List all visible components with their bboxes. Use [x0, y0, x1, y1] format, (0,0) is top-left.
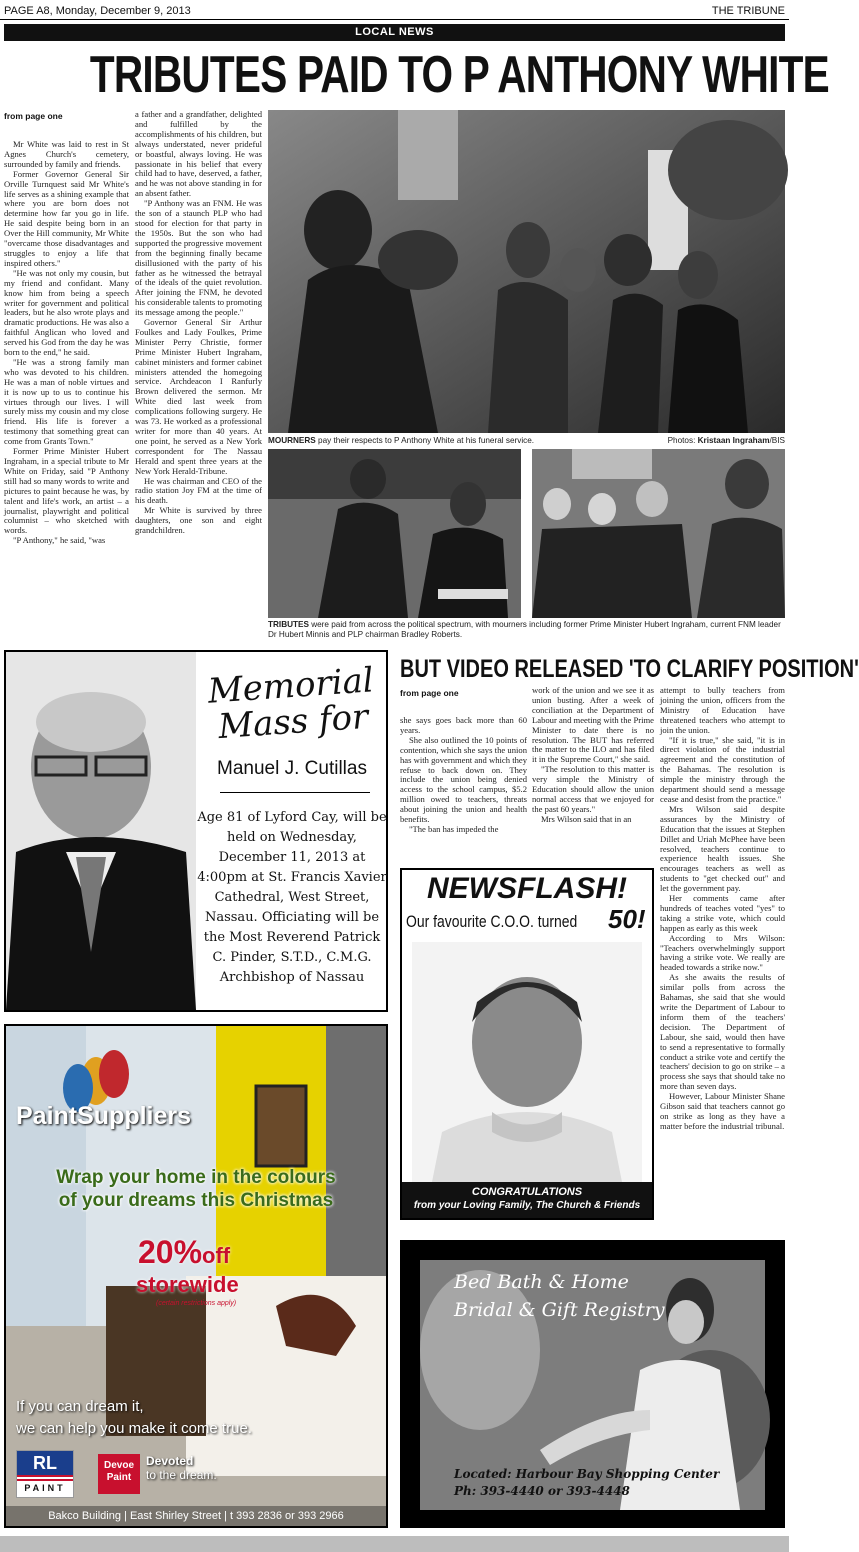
story2-c3-p3: Her comments came after hundreds of teaches voted "yes" to taking a strike vote, which could happen as early as this week [660, 893, 785, 933]
story2-c3-p5: As she awaits the results of similar polls from across the Bahamas, she said that she would write the Department of Labour to inform them of the teachers' decision. The Department of Labour, she said, would then have to send a representative to formally conduct a strike vote and certify the teachers' decision to go on strike – a process she says that should take no more than seven days. [660, 972, 785, 1092]
mourners-seated-photo-right [532, 449, 785, 618]
folio-bar [0, 2, 789, 20]
newsflash-title: NEWSFLASH! [427, 872, 627, 905]
memorial-title [200, 662, 385, 746]
rl-logo-mark: RL [17, 1451, 73, 1475]
photo2-caption-text: were paid from across the political spectrum, with mourners including former Prime Minister Hubert Ingraham, current FNM leader Dr Hubert Minnis and PLP chairman Bradley Roberts. [268, 620, 781, 639]
congrats-banner [402, 1182, 652, 1218]
devoted-tagline [146, 1454, 217, 1482]
mourners-seated-photo-left [268, 449, 521, 618]
paint-pct: 20% [138, 1234, 203, 1270]
photo2-caption-lead: TRIBUTES [268, 620, 309, 629]
story2-c2-p2: Mrs Wilson said that in an [541, 813, 632, 824]
story2-column-3 [660, 686, 785, 1234]
photo1-caption [268, 436, 648, 446]
page-footer-band [0, 1536, 789, 1552]
story2-c1-p0: she says goes back more than 60 years. [400, 715, 527, 735]
story2-c1-p1: She also outlined the 10 points of contention, which she says the union has with government and which they refuse to back down on. They include the union being denied access to the school campus, $5.2 million owed to teachers, threats about joining the union and health benefits. [400, 734, 527, 825]
folio-left: PAGE A8, Monday, December 9, 2013 [4, 5, 191, 17]
paint-line-1: Wrap your home in the colours [56, 1167, 336, 1188]
bridal-location: Located: Harbour Bay Shopping Center [454, 1467, 720, 1481]
bridal-phone: Ph: 393-4440 or 393-4448 [454, 1484, 630, 1498]
newsflash-subtitle: Our favourite C.O.O. turned [406, 912, 578, 931]
story1-c1-p3: "He was a strong family man who was devoted to his children. He was a man of noble virtues and it is now up to us to continue his virtues through our lives. I will surely miss my cousin and my close friend. His life is forever a testimony that something great can come from Grants Town." [4, 356, 129, 447]
story1-c2-p4: Mr White is survived by three daughters, one son and eight grandchildren. [135, 505, 262, 536]
rl-logo-sub: PAINT [24, 1483, 66, 1493]
story1-c1-p2: "He was not only my cousin, but my friend and confidant. Many know him from being a speech writer for government and political leaders, but he also wrote plays and dramatic productions. He was also a faithful Anglican who loved and served his God from the day he was born to the end," he said. [4, 267, 129, 358]
story1-c2-p2: Governor General Sir Arthur Foulkes and Lady Foulkes, Prime Minister Perry Christie, former Prime Minister Hubert Ingraham, cabinet ministers and former cabinet ministers attended the homegoing service. Archdeacon I Ranfurly Brown delivered the sermon. Mr White died last week from complications following surgery. He was 73. He worked as a professional writer for more than 40 years. At one point, he served as a New York correspondent for The Nassau Herald and spent three years at the New York Herald-Tribune. [135, 317, 262, 476]
story1-c2-p0: a father and a grandfather, delighted and fulfilled by the accomplishments of his children, but always understated, never prideful or boastful, always loving. He was passionate in his belief that every child had to have, deserved, a father, and he was not above standing in for an absent father. [135, 109, 262, 199]
story2-c2-p1: "The resolution to this matter is very simple the Ministry of Education should allow the union normal access that we enjoyed for the past 60 years." [532, 764, 654, 814]
paint-suppliers-ad [4, 1024, 388, 1528]
photo1-caption-text: pay their respects to P Anthony White at his funeral service. [315, 436, 535, 445]
bridal-contact [454, 1466, 719, 1500]
photo-credit-post: /BIS [769, 436, 785, 445]
paint-fine-print: (certain restrictions apply) [156, 1300, 237, 1307]
bridal-registry-ad [400, 1240, 785, 1528]
congrats-from: from your Loving Family, The Church & Friends [413, 1200, 641, 1211]
child-photo [412, 942, 642, 1182]
story2-from-page-one: from page one [400, 688, 459, 698]
newsflash-ad [400, 868, 654, 1220]
memorial-ad [4, 650, 388, 1012]
mourners-photo [268, 110, 785, 433]
paint-tag-1: If you can dream it, [16, 1398, 144, 1415]
story2-c1-p2: "The ban has impeded the [409, 823, 499, 834]
congrats-title: CONGRATULATIONS [471, 1186, 583, 1198]
story1-c2-p1: "P Anthony was an FNM. He was the son of a staunch PLP who had stood for election for that party in the 1950s. But the son who had supported the progressive movement from the beginning finally became disillusioned with the party of his father as he witnessed the betrayal of the ideals of the quiet revolution. After joining the FNM, he devoted his considerable talents to promoting its message among the people." [135, 198, 262, 318]
devoted-word: Devoted [146, 1454, 194, 1468]
paint-headline [6, 1166, 386, 1212]
rl-paint-logo [16, 1450, 74, 1498]
story2-c3-p2: Mrs Wilson said despite assurances by the Ministry of Education that the issues at Stephen Dillet and Uriah McPhee have been resolved, teachers continue to experience health issues. She encourages teachers as well as students to "get checked out" and let the government pay. [660, 803, 785, 894]
newsflash-50: 50! [608, 904, 646, 934]
story2-column-2 [532, 686, 654, 864]
story2-column-1 [400, 716, 527, 864]
memorial-divider [220, 792, 370, 793]
story1-c1-p1: Former Governor General Sir Orville Turnquest said Mr White's life serves as a shining example that where you are born does not determine how far you go in life. He said despite being born in an Over the Hill community, Mr White "overcame those disadvantages and struggles to enjoy a life that inspired others." [4, 168, 129, 268]
paint-storewide: storewide [136, 1272, 239, 1297]
paint-off: off [202, 1243, 231, 1268]
paint-line-2: of your dreams this Christmas [58, 1190, 334, 1211]
devoted-dream: to the dream. [146, 1468, 217, 1482]
photo-credit-name: Kristaan Ingraham [697, 436, 770, 445]
story2-c2-p0: work of the union and we see it as union busting. After a week of conciliation at the Department of Labour and meeting with the Prime Minister to date there is no resolution. The BUT has referred the matter to the ILO and has filed it in the Supreme Court," she said. [532, 685, 654, 765]
paint-address: Bakco Building | East Shirley Street | t 393 2836 or 393 2966 [6, 1506, 386, 1526]
paint-tagline [16, 1396, 252, 1440]
bridal-title [454, 1268, 665, 1324]
story1-c1-p0: Mr White was laid to rest in St Agnes Church's cemetery, surrounded by family and friends. [4, 139, 129, 169]
from-page-one-label: from page one [4, 111, 63, 121]
story2-c3-p1: "If it is true," she said, "it is in direct violation of the industrial agreement and the constitution of the Bahamas. The resolution is simple the ministry through the department should send a message cease and desist from the practice." [660, 734, 785, 804]
devoe-paint-logo: Devoe Paint [98, 1454, 140, 1494]
paint-tag-2: we can help you make it come true. [16, 1420, 252, 1437]
paint-brand: PaintSuppliers [16, 1102, 192, 1130]
paint-discount [138, 1234, 230, 1271]
story1-column-1 [4, 140, 129, 640]
memorial-title-1: Memorial [206, 660, 375, 712]
bridal-line-2: Bridal & Gift Registry [454, 1299, 665, 1321]
photo-credit [668, 436, 785, 446]
folio-right: THE TRIBUNE [711, 5, 785, 17]
story2-c3-p4: According to Mrs Wilson: "Teachers overwhelmingly support having a strike vote. We really are headed towards a strike now." [660, 932, 785, 973]
story1-c2-p3: He was chairman and CEO of the radio station Joy FM at the time of his death. [135, 475, 262, 506]
story2-c3-p6: However, Labour Minister Shane Gibson said that teachers cannot go on strike as long as they have a matter before the industrial tribunal. [660, 1091, 785, 1131]
story1-c1-p4: Former Prime Minister Hubert Ingraham, in a special tribute to Mr White on Friday, said "P Anthony still had so many words to write and pictures to paint because he was, by talent and life's work, an artist – a journalist, playwright and political columnist – who sketched with words. [4, 446, 129, 536]
memorial-portrait [6, 652, 196, 1010]
photo-credit-pre: Photos: [667, 436, 698, 445]
story2-headline: BUT VIDEO RELEASED 'TO CLARIFY POSITION' [400, 655, 859, 683]
memorial-body: Age 81 of Lyford Cay, will be held on Wednesday, December 11, 2013 at 4:00pm at St. Francis Xavier Cathedral, West Street, Nassau. Officiating will be the Most Reverend Patrick C. Pinder, S.T.D., C.M.G. Archbishop of Nassau [197, 810, 387, 985]
memorial-title-2: Mass for [216, 696, 370, 748]
bridal-line-1: Bed Bath & Home [454, 1271, 629, 1293]
memorial-name: Manuel J. Cutillas [217, 758, 367, 779]
story2-c3-p0: attempt to bully teachers from joining the union, officers from the Ministry of Education have threatened teachers who attempt to join the union. [660, 685, 785, 735]
story1-c1-p5: "P Anthony," he said, "was [13, 535, 106, 546]
story1-column-2 [135, 110, 262, 640]
section-label: LOCAL NEWS [4, 24, 785, 41]
page-headline: TRIBUTES PAID TO P ANTHONY WHITE [89, 46, 829, 104]
photo2-caption [268, 620, 785, 640]
photo1-caption-lead: MOURNERS [268, 436, 316, 445]
